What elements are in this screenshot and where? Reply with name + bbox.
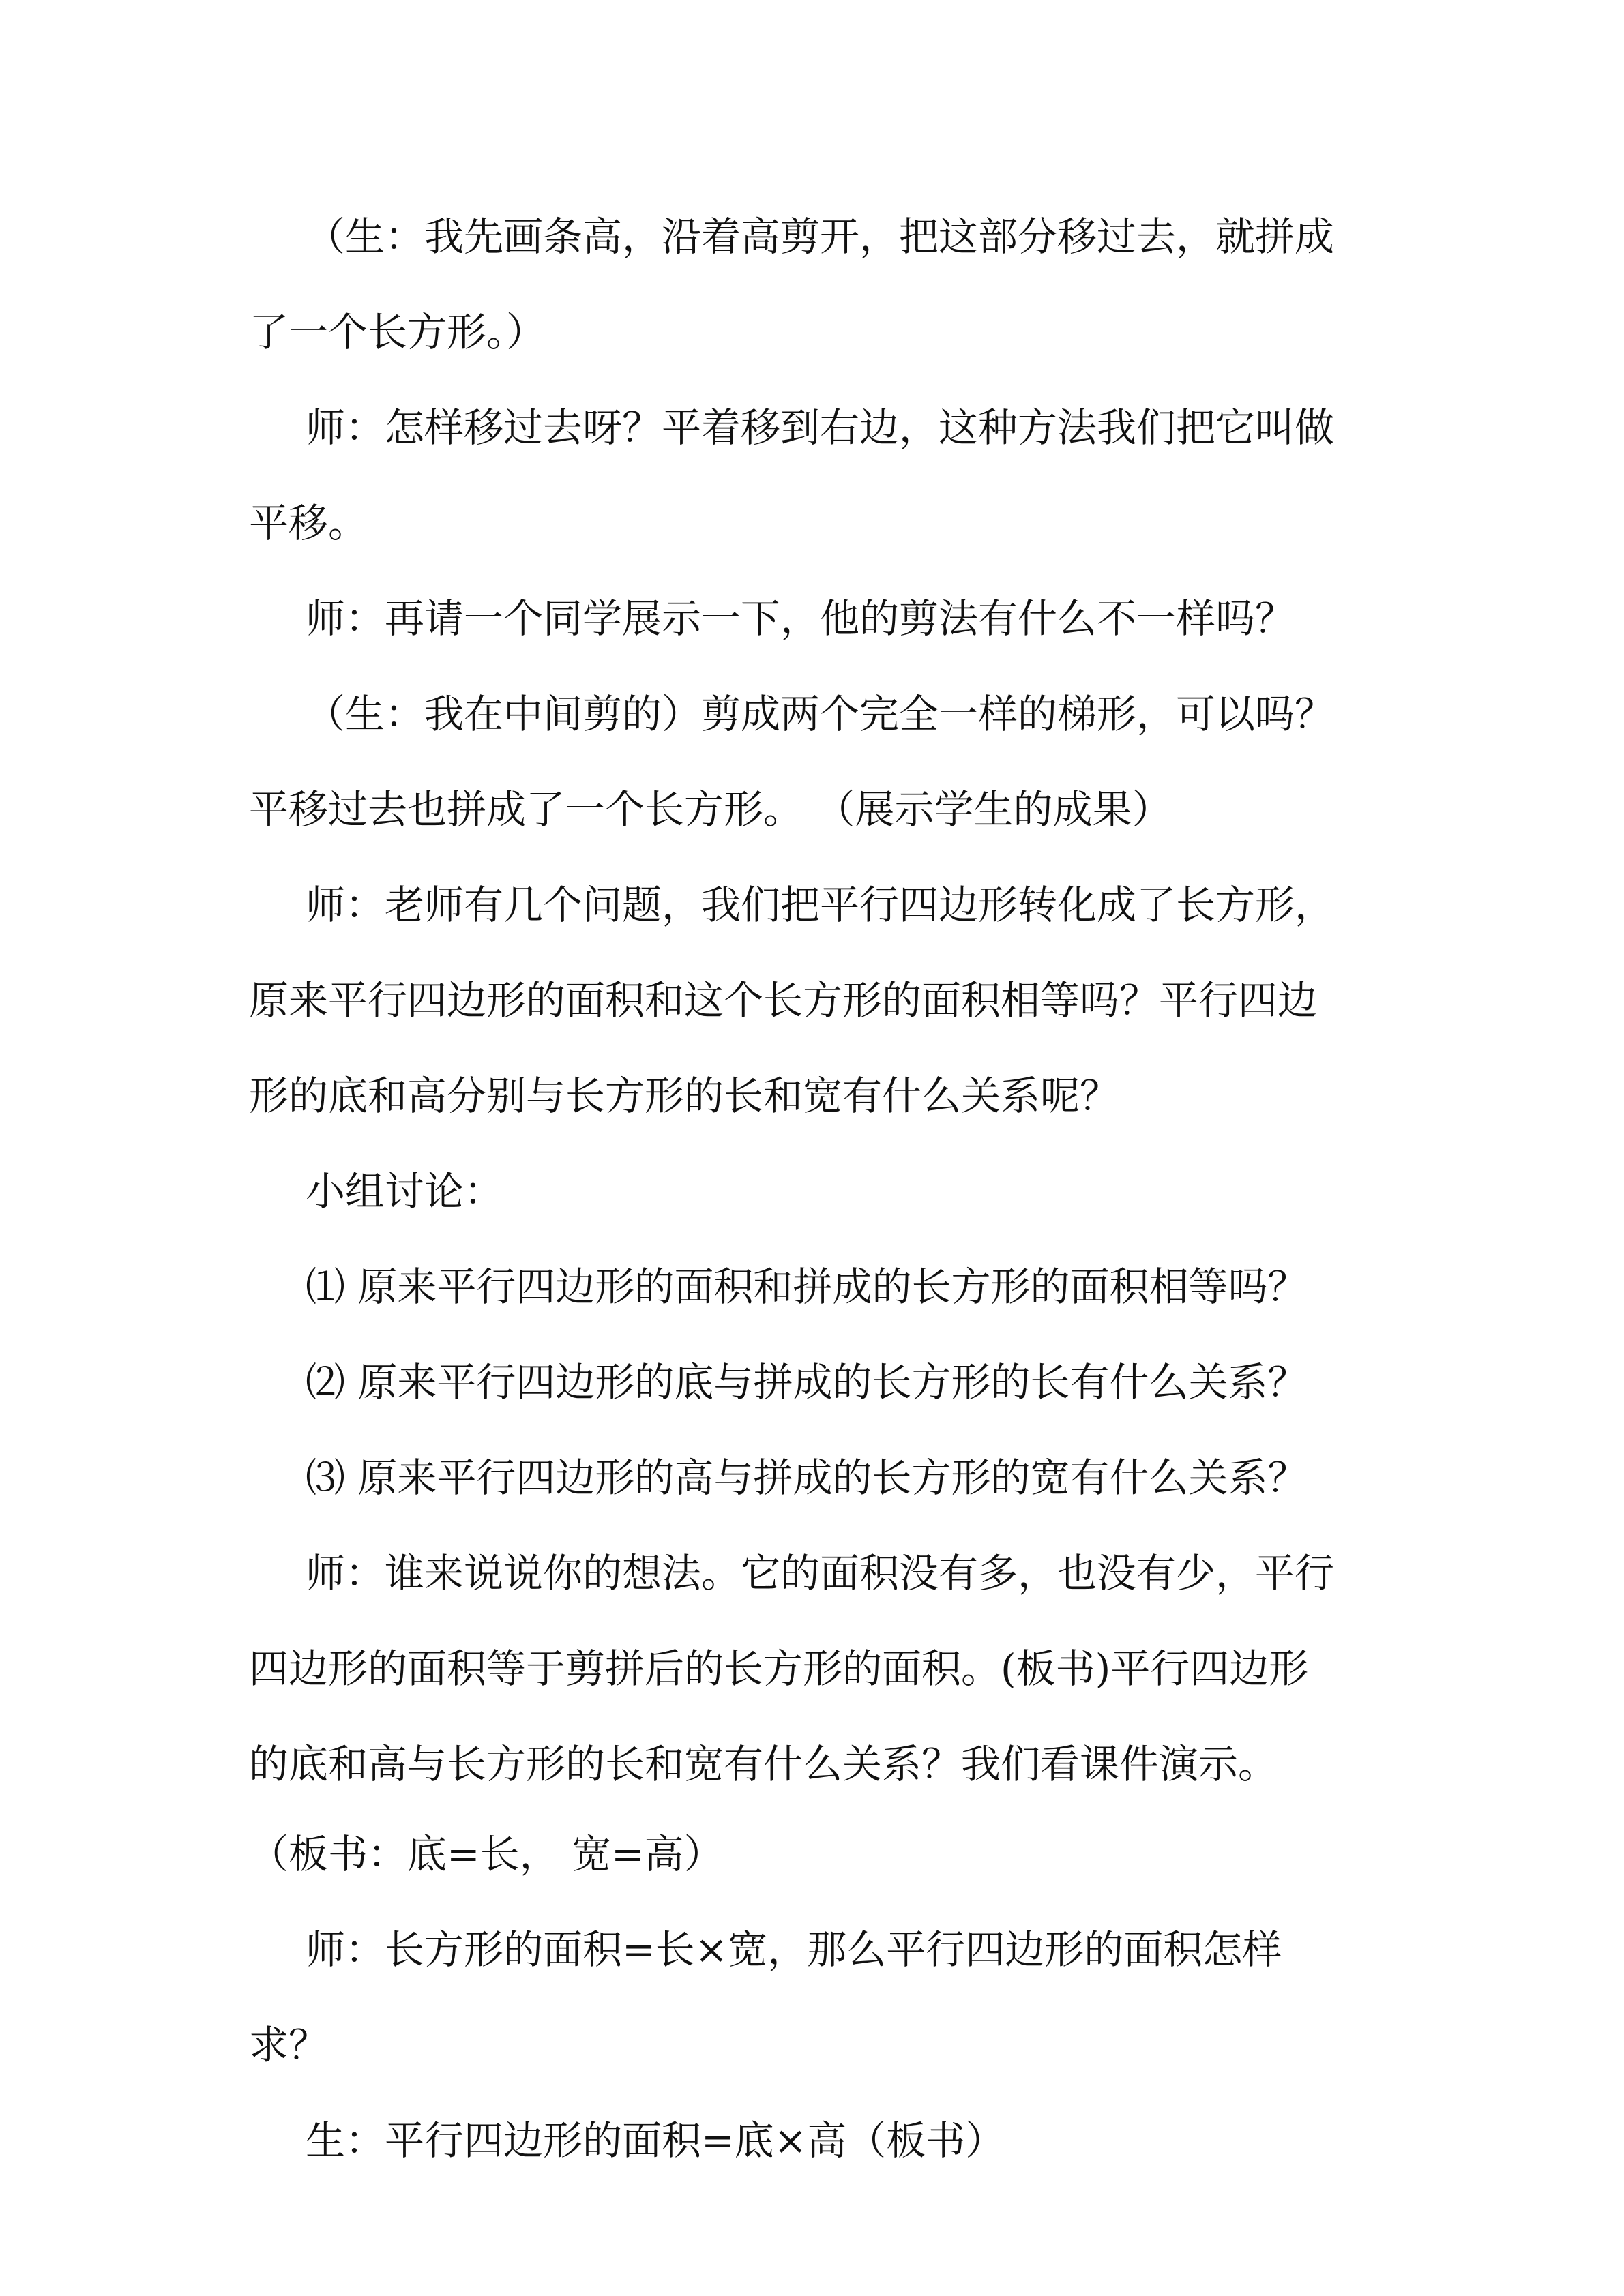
paragraph-line: 求？ [249,2022,329,2068]
document-body [249,213,1381,2164]
paragraph-line: 形的底和高分别与长方形的长和宽有什么关系呢？ [249,1073,1120,1119]
list-item: ⑴ 原来平行四边形的面积和拼成的长方形的面积相等吗？ [306,1264,1308,1310]
paragraph-line: 师：谁来说说你的想法。它的面积没有多，也没有少，平行 [306,1550,1335,1596]
paragraph-line: 师：再请一个同学展示一下，他的剪法有什么不一样吗？ [306,595,1295,642]
paragraph-line: 师：怎样移过去呀？平着移到右边，这种方法我们把它叫做 [306,404,1335,451]
paragraph-line: （生：我先画条高，沿着高剪开，把这部分移过去，就拼成 [306,213,1335,260]
paragraph-line: 小组讨论： [306,1168,504,1214]
paragraph-line: （生：我在中间剪的）剪成两个完全一样的梯形，可以吗？ [306,691,1335,737]
paragraph-line: 原来平行四边形的面积和这个长方形的面积相等吗？平行四边 [249,977,1318,1024]
list-item: ⑶ 原来平行四边形的高与拼成的长方形的宽有什么关系？ [306,1455,1308,1501]
paragraph-line: 师：长方形的面积=长×宽，那么平行四边形的面积怎样 [306,1926,1282,1973]
paragraph-line: 生：平行四边形的面积=底×高（板书） [306,2117,1005,2164]
paragraph-line: 平移过去也拼成了一个长方形。 （展示学生的成果） [249,786,1172,833]
paragraph-line: （板书：底=长， 宽=高） [249,1831,724,1877]
paragraph-line: 了一个长方形。） [249,309,546,355]
paragraph-line: 平移。 [249,500,368,546]
paragraph-line: 师：老师有几个问题，我们把平行四边形转化成了长方形， [306,882,1335,928]
paragraph-line: 四边形的面积等于剪拼后的长方形的面积。(板书)平行四边形 [249,1645,1309,1692]
list-item: ⑵ 原来平行四边形的底与拼成的长方形的长有什么关系？ [306,1359,1308,1405]
paragraph-line: 的底和高与长方形的长和宽有什么关系？我们看课件演示。 [249,1741,1278,1787]
